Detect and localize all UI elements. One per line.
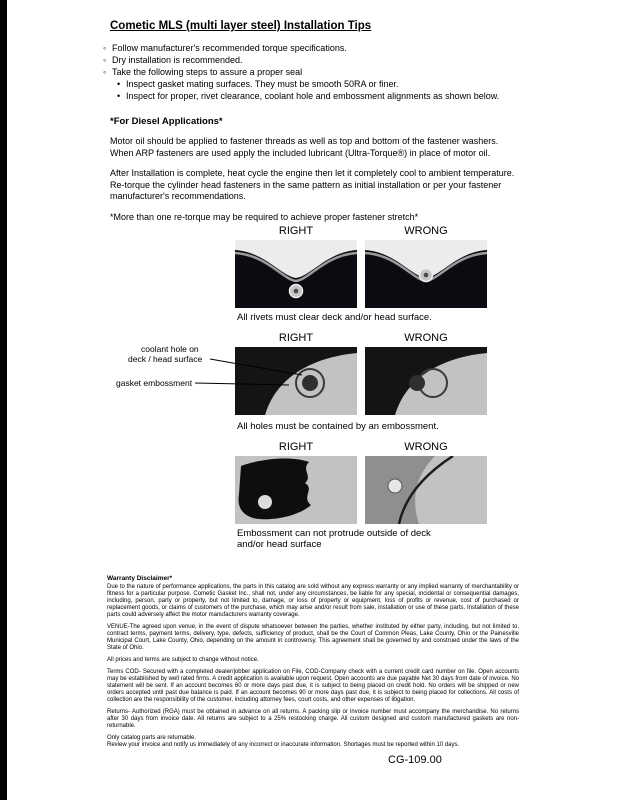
right-label: RIGHT bbox=[278, 332, 314, 344]
sub-bullet-text: Inspect gasket mating surfaces. They must be smooth 50RA or finer. bbox=[126, 79, 399, 89]
warranty-heading: Warranty Disclaimer* bbox=[107, 575, 173, 582]
bullet-item bbox=[103, 54, 523, 66]
callout-gasket-embossment-label: gasket embossment bbox=[116, 378, 193, 388]
bullet-item bbox=[103, 66, 523, 78]
diesel-paragraph-2: After Installation is complete, heat cycle the engine then let it completely cool to ambient temperature. Re-torque the cylinder head fasteners in the same pattern as initial installation or per your fastener manufacturer's recommendations. bbox=[110, 168, 515, 201]
diagram-caption-embossment bbox=[237, 528, 535, 550]
diagram-caption-holes: All holes must be contained by an embossment. bbox=[237, 421, 439, 432]
sub-bullet-marker: • bbox=[117, 91, 121, 101]
diesel-applications-section bbox=[110, 116, 518, 222]
page-title: Cometic MLS (multi layer steel) Installation Tips bbox=[110, 20, 372, 32]
venue-paragraph: VENUE-The agreed upon venue, in the event of dispute whatsoever between the parties, whether instituted by either party, including, but not limited to, contract terms, payment terms, delivery, type, defects, sufficiency of product, shall be the Court of Common Pleas, Lake County, Ohio or the Painesville Municipal Court, Lake County, Ohio, depending on the amount in controversy. This agreement shall be governed by and construed under the laws of the State of Ohio. bbox=[107, 624, 519, 651]
bullet-marker: ◦ bbox=[103, 67, 107, 77]
diesel-paragraph-1: Motor oil should be applied to fastener threads as well as top and bottom of the fastener washers. When ARP fasteners are used apply the included lubricant (Ultra-Torque®) in place of motor oil. bbox=[110, 136, 499, 158]
wrong-label: WRONG bbox=[404, 441, 448, 453]
right-label: RIGHT bbox=[278, 225, 314, 237]
coolant-right-image bbox=[235, 347, 357, 415]
right-label: RIGHT bbox=[278, 441, 314, 453]
diesel-heading: *For Diesel Applications* bbox=[110, 116, 223, 127]
diagram-embossment bbox=[95, 441, 535, 550]
bullet-item bbox=[103, 42, 523, 54]
returns-paragraph: Returns- Authorized (RGA) must be obtained in advance on all returns. A packing slip or invoice number must accompany the merchandise. No returns after 30 days from invoice date. All returns are subject to a 25% restocking charge. All custom designed and custom manufactured gaskets are non-returnable. bbox=[107, 709, 519, 729]
diagram-caption-rivets: All rivets must clear deck and/or head surface. bbox=[237, 312, 432, 323]
diagram-section bbox=[95, 225, 535, 559]
sub-bullet-item bbox=[117, 78, 523, 90]
terms-paragraph: Terms COD- Secured with a completed dealer/jobber application on File, COD-Company check with a current credit card number on file. Open accounts may be established by well rated firms. A credit application is available upon request. Open accounts are due payable Net 30 days from date of invoice. No statement will be sent. If an account becomes 60 or more days past due, it is subject to being placed on credit hold. No orders will be shipped or new orders accepted until past due balance is paid. If an account becomes 90 or more days past due, it is subject to being placed for collections. All costs of collection are the responsibility of the customer, including attorney fees, court costs, and other expenses of litigation. bbox=[107, 669, 519, 703]
review-invoice-line: Review your invoice and notify us immediately of any incorrect or inaccurate information. Shortages must be reported within 10 days. bbox=[107, 742, 460, 748]
callout-coolant-hole-label: deck / head surface bbox=[128, 354, 203, 364]
warranty-paragraph: Due to the nature of performance applications, the parts in this catalog are sold without any express warranty or any implied warranty of merchantability or fitness for a particular purpose. Cometic Gasket Inc., shall not, under any circumstances, be liable for any special, incidental or consequential damages, including, person, party or property, but not limited to, damage, or loss of property or equipment, loss of profits or revenue, cost of purchased or replacement goods, or claims of customers of the purchase, which may arise and/or result from sale, installation or use of these parts. Installation of these parts could adversely affect the motor manufacturers warranty coverage. bbox=[107, 584, 519, 618]
embossment-right-image bbox=[235, 456, 357, 524]
sub-bullet-item bbox=[117, 90, 523, 102]
diagram-rivets bbox=[95, 225, 535, 323]
diagram-caption-embossment-line1: Embossment can not protrude outside of deck bbox=[237, 528, 431, 539]
catalog-parts-line: Only catalog parts are returnable. bbox=[107, 735, 197, 741]
page-edge-bar bbox=[0, 0, 7, 800]
bullet-marker: ◦ bbox=[103, 43, 107, 53]
bullet-text: Take the following steps to assure a proper seal bbox=[112, 67, 303, 77]
rivet-right-image bbox=[235, 240, 357, 308]
page-number-code: CG-109.00 bbox=[388, 754, 442, 766]
diagram-caption-embossment-line2: and/or head surface bbox=[237, 539, 322, 550]
retorque-note: *More than one re-torque may be required to achieve proper fastener stretch* bbox=[110, 211, 419, 222]
bullet-text: Dry installation is recommended. bbox=[112, 55, 243, 65]
legal-section bbox=[107, 575, 519, 754]
diagram-coolant-holes bbox=[95, 332, 535, 432]
prices-paragraph: All prices and terms are subject to change without notice. bbox=[107, 657, 259, 663]
coolant-wrong-image bbox=[365, 347, 487, 415]
bullet-text: Follow manufacturer's recommended torque specifications. bbox=[112, 43, 347, 53]
wrong-label: WRONG bbox=[404, 332, 448, 344]
installation-tips-list bbox=[103, 42, 523, 102]
bullet-marker: ◦ bbox=[103, 55, 107, 65]
embossment-wrong-image bbox=[365, 456, 487, 524]
rivet-wrong-image bbox=[365, 240, 487, 308]
callout-coolant-hole-label: coolant hole on bbox=[141, 344, 199, 354]
sub-bullet-marker: • bbox=[117, 79, 121, 89]
sub-bullet-text: Inspect for proper, rivet clearance, coolant hole and embossment alignments as shown below. bbox=[126, 91, 500, 101]
wrong-label: WRONG bbox=[404, 225, 448, 237]
